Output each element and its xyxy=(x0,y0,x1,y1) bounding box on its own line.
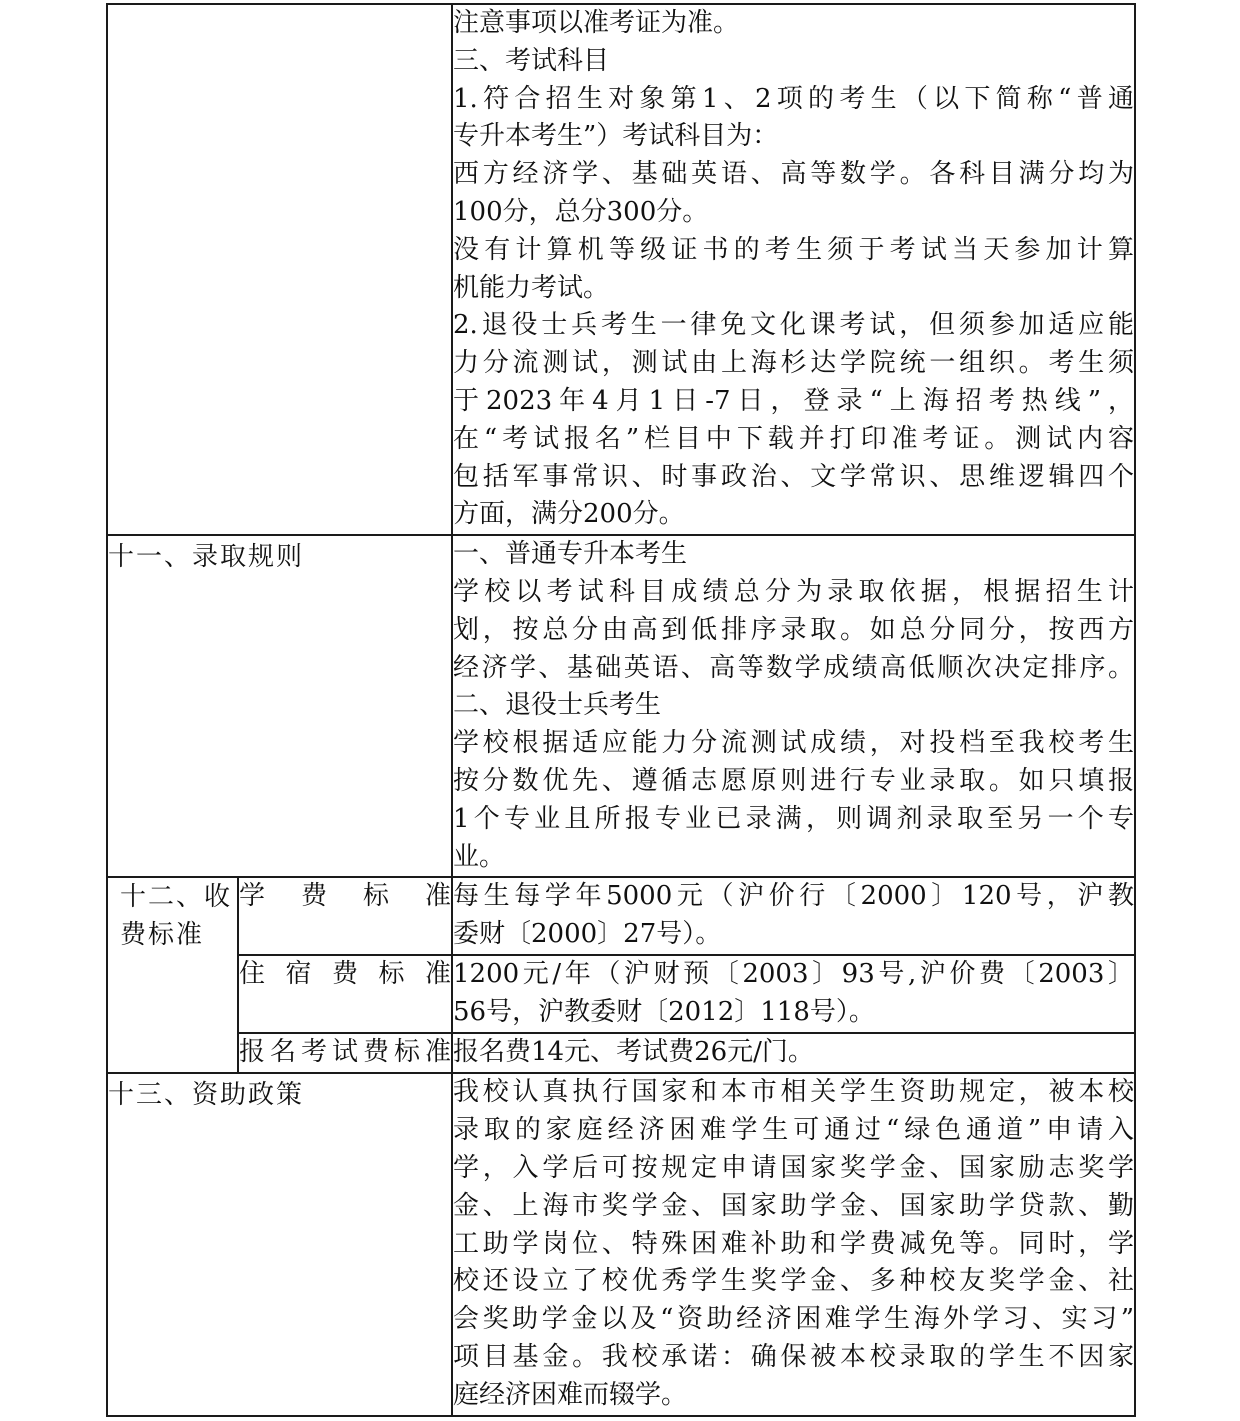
admission-line: 划，按总分由高到低排序录取。如总分同分，按西方 xyxy=(453,614,1134,645)
exam-fee-label xyxy=(238,1033,452,1073)
admission-line: 一、普通专升本考生 xyxy=(453,539,688,570)
exam-line: 西方经济学、基础英语、高等数学。各科目满分均为 xyxy=(453,159,1134,190)
dorm-line: 56号，沪教委财〔2012〕118号）。 xyxy=(453,997,875,1028)
row-dorm xyxy=(107,955,1135,1033)
financial-aid-label: 十三、资助政策 xyxy=(107,1073,452,1415)
dorm-line: 1200元/年（沪财预〔2003〕93号,沪价费〔2003〕 xyxy=(453,959,1134,990)
aid-line: 项目基金。我校承诺：确保被本校录取的学生不因家 xyxy=(453,1341,1134,1372)
row-financial-aid xyxy=(107,1073,1135,1415)
dorm-label-text: 住宿费标准 xyxy=(239,959,451,990)
exam-fee-line: 报名费14元、考试费26元/门。 xyxy=(453,1037,814,1068)
exam-line: 注意事项以准考证为准。 xyxy=(453,8,740,38)
fees-label-line1: 十二、收 xyxy=(120,882,233,913)
admission-line: 业。 xyxy=(453,841,506,872)
aid-line: 我校认真执行国家和本市相关学生资助规定，被本校 xyxy=(453,1077,1134,1108)
row-exam xyxy=(107,4,1135,535)
exam-line: 方面，满分200分。 xyxy=(453,499,685,530)
exam-fee-content xyxy=(452,1033,1135,1073)
admission-line: 1个专业且所报专业已录满，则调剂录取至另一个专 xyxy=(453,803,1134,834)
tuition-label xyxy=(238,877,452,955)
admissions-table xyxy=(106,3,1136,1417)
dorm-label xyxy=(238,955,452,1033)
admission-line: 经济学、基础英语、高等数学成绩高低顺次决定排序。 xyxy=(453,652,1134,683)
tuition-content xyxy=(452,877,1135,955)
admission-line: 二、退役士兵考生 xyxy=(453,690,662,721)
aid-line: 金、上海市奖学金、国家助学金、国家助学贷款、勤 xyxy=(453,1190,1134,1221)
tuition-line: 每生每学年5000元（沪价行〔2000〕120号，沪教 xyxy=(453,881,1134,912)
exam-line: 专升本考生”）考试科目为： xyxy=(453,121,779,152)
aid-line: 工助学岗位、特殊困难补助和学费减免等。同时，学 xyxy=(453,1228,1134,1259)
admission-line: 学校以考试科目成绩总分为录取依据，根据招生计 xyxy=(453,576,1134,607)
exam-line: 在“考试报名”栏目中下载并打印准考证。测试内容 xyxy=(453,423,1134,454)
row-tuition xyxy=(107,877,1135,955)
exam-line: 三、考试科目 xyxy=(453,45,610,76)
aid-line: 会奖助学金以及“资助经济困难学生海外学习、实习” xyxy=(453,1304,1134,1335)
exam-line: 没有计算机等级证书的考生须于考试当天参加计算 xyxy=(453,234,1134,265)
exam-line: 2.退役士兵考生一律免文化课考试，但须参加适应能 xyxy=(453,310,1134,341)
exam-fee-label-text: 报名考试费标准 xyxy=(239,1037,451,1068)
fees-label-line2: 费标准 xyxy=(120,920,205,951)
dorm-content xyxy=(452,955,1135,1033)
row-exam-label xyxy=(107,4,452,535)
admission-rules-content xyxy=(452,535,1135,877)
row-exam-fee xyxy=(107,1033,1135,1073)
exam-line: 包括军事常识、时事政治、文学常识、思维逻辑四个 xyxy=(453,461,1134,492)
admission-rules-label: 十一、录取规则 xyxy=(107,535,452,877)
exam-line: 机能力考试。 xyxy=(453,272,610,303)
exam-line: 1.符合招生对象第1、2项的考生（以下简称“普通 xyxy=(453,83,1134,114)
aid-line: 学，入学后可按规定申请国家奖学金、国家励志奖学 xyxy=(453,1152,1134,1183)
admission-line: 学校根据适应能力分流测试成绩，对投档至我校考生 xyxy=(453,728,1134,759)
exam-line: 于2023年4月1日-7日，登录“上海招考热线”， xyxy=(453,385,1134,416)
admission-line: 按分数优先、遵循志愿原则进行专业录取。如只填报 xyxy=(453,765,1134,796)
aid-line: 庭经济困难而辍学。 xyxy=(453,1379,688,1410)
exam-line: 力分流测试，测试由上海杉达学院统一组织。考生须 xyxy=(453,348,1134,379)
aid-line: 校还设立了校优秀学生奖学金、多种校友奖学金、社 xyxy=(453,1266,1134,1297)
fees-label xyxy=(107,877,238,1073)
row-exam-content xyxy=(452,4,1135,535)
row-admission-rules xyxy=(107,535,1135,877)
tuition-label-text: 学费标准 xyxy=(239,881,451,912)
exam-line: 100分，总分300分。 xyxy=(453,196,709,227)
tuition-line: 委财〔2000〕27号）。 xyxy=(453,919,722,950)
financial-aid-content xyxy=(452,1073,1135,1415)
aid-line: 录取的家庭经济困难学生可通过“绿色通道”申请入 xyxy=(453,1115,1134,1146)
